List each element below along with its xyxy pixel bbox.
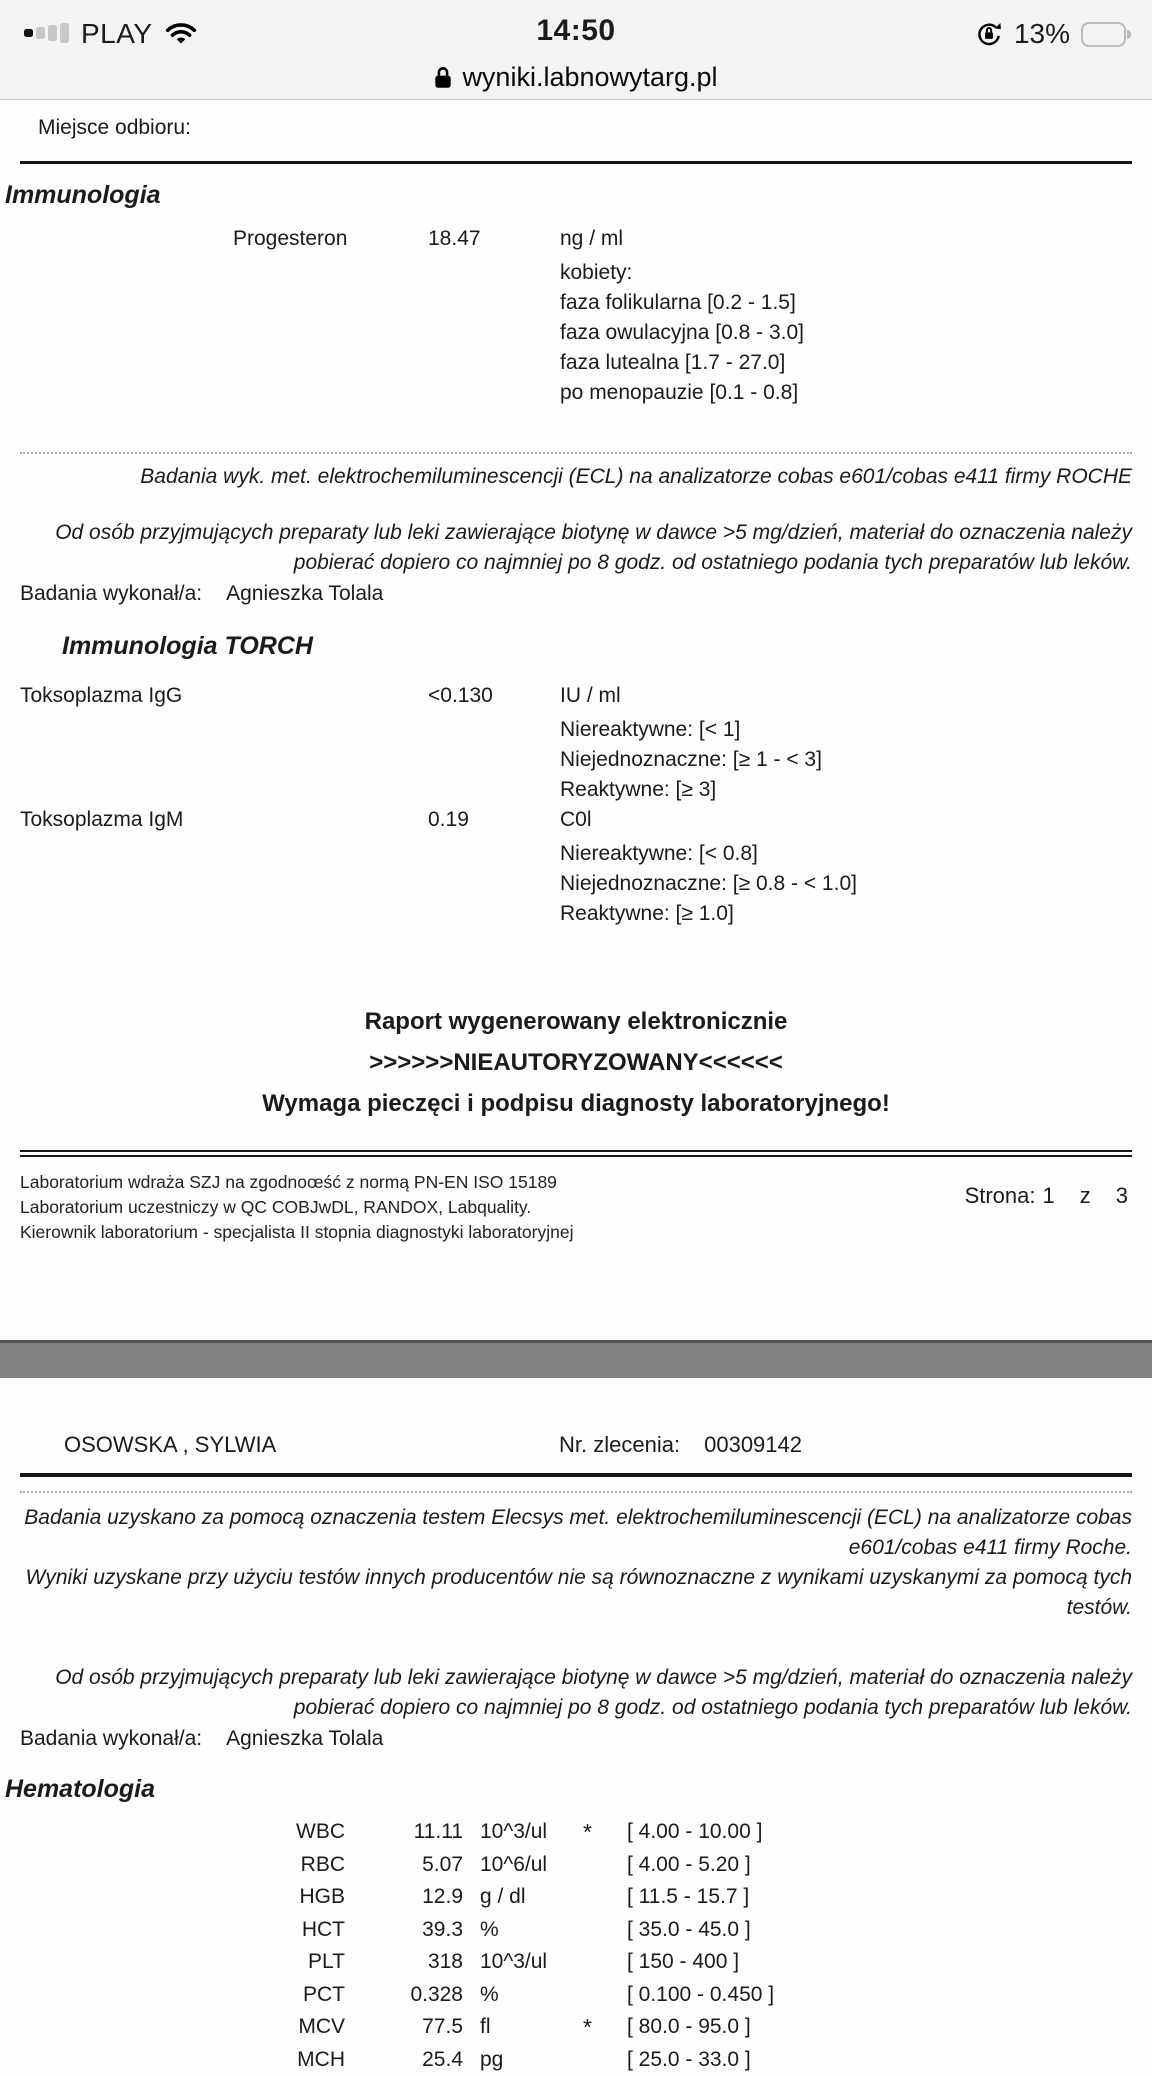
browser-chrome	[0, 0, 1152, 100]
analyte-value: 18.47	[420, 224, 560, 408]
page-label: Strona:	[965, 1183, 1036, 1245]
lab-accreditation-lines	[20, 1170, 573, 1245]
order-number-value: 00309142	[704, 1432, 802, 1458]
performed-by-label: Badania wykonał/a:	[20, 1727, 202, 1751]
reference-range: [ 0.100 - 0.450 ]	[613, 1979, 1132, 2012]
parameter-unit: 10^3/ul	[463, 1946, 563, 1979]
clock: 14:50	[0, 14, 1152, 48]
parameter-name: MCV	[20, 2011, 345, 2044]
hematology-row	[20, 1946, 1132, 1979]
abnormal-flag	[563, 2044, 613, 2076]
analyte-value: <0.130	[420, 681, 560, 805]
reference-line: Niejednoznaczne: [≥ 0.8 - < 1.0]	[560, 869, 1132, 899]
parameter-value: 25.4	[345, 2044, 463, 2076]
parameter-unit: pg	[463, 2044, 563, 2076]
analyte-name: Progesteron	[20, 224, 420, 408]
parameter-value: 0.328	[345, 1979, 463, 2012]
battery-icon	[1081, 21, 1132, 47]
header-divider	[20, 161, 1132, 164]
reference-line: Niejednoznaczne: [≥ 1 - < 3]	[560, 745, 1132, 775]
analyte-name: Toksoplazma IgG	[20, 681, 420, 805]
analyte-unit: ng / ml	[560, 224, 1132, 253]
performed-by-label: Badania wykonał/a:	[20, 582, 202, 606]
abnormal-flag	[563, 1849, 613, 1882]
reference-range: [ 25.0 - 33.0 ]	[613, 2044, 1132, 2076]
analyte-name: Toksoplazma IgM	[20, 805, 420, 929]
hematology-row	[20, 1849, 1132, 1882]
parameter-name: HCT	[20, 1914, 345, 1947]
parameter-name: MCH	[20, 2044, 345, 2076]
hematology-row	[20, 1816, 1132, 1849]
reference-range: [ 4.00 - 10.00 ]	[613, 1816, 1132, 1849]
section-title-immunologia: Immunologia	[5, 181, 1132, 210]
result-row-toksoplazma-igm	[20, 805, 1132, 929]
accreditation-line: Laboratorium uczestniczy w QC COBJwDL, RANDOX, Labquality.	[20, 1195, 573, 1220]
reference-line: Niereaktywne: [< 0.8]	[560, 839, 1132, 869]
accreditation-line: Laboratorium wdraża SZJ na zgodnoœść z normą PN-EN ISO 15189	[20, 1170, 573, 1195]
reference-range: [ 4.00 - 5.20 ]	[613, 1849, 1132, 1882]
abnormal-flag	[563, 1914, 613, 1947]
reference-range: [ 35.0 - 45.0 ]	[613, 1914, 1132, 1947]
other-manufacturers-note: Wyniki uzyskane przy użyciu testów innych producentów nie są równoznaczne z wynikami uzyskanymi za pomocą tych testów.	[20, 1563, 1132, 1623]
reference-line: po menopauzie [0.1 - 0.8]	[560, 378, 1132, 408]
pickup-location-label: Miejsce odbioru:	[38, 116, 1132, 140]
abnormal-flag: *	[563, 2011, 613, 2044]
hematology-row	[20, 1914, 1132, 1947]
page-current: 1	[1043, 1183, 1055, 1245]
parameter-value: 11.11	[345, 1816, 463, 1849]
result-row-progesteron	[20, 224, 1132, 408]
analyte-unit: C0l	[560, 805, 1132, 834]
parameter-unit: %	[463, 1914, 563, 1947]
footer-divider	[20, 1150, 1132, 1157]
page-indicator	[965, 1170, 1132, 1245]
reference-line: faza owulacyjna [0.8 - 3.0]	[560, 318, 1132, 348]
dotted-divider	[20, 1491, 1132, 1493]
address-bar[interactable]	[0, 56, 1152, 98]
elecsys-method-note: Badania uzyskano za pomocą oznaczenia testem Elecsys met. elektrochemiluminescencji (ECL) na analizatorze cobas e601/cobas e411 firmy Roche.	[20, 1503, 1132, 1563]
performed-by-row	[20, 1727, 1132, 1751]
abnormal-flag: *	[563, 1816, 613, 1849]
parameter-name: HGB	[20, 1881, 345, 1914]
analyte-value: 0.19	[420, 805, 560, 929]
reference-line: Reaktywne: [≥ 3]	[560, 775, 1132, 805]
parameter-unit: g / dl	[463, 1881, 563, 1914]
parameter-name: RBC	[20, 1849, 345, 1882]
page1-footer	[20, 1170, 1132, 1245]
reference-line: Niereaktywne: [< 1]	[560, 715, 1132, 745]
reference-line: faza lutealna [1.7 - 27.0]	[560, 348, 1132, 378]
parameter-unit: 10^3/ul	[463, 1816, 563, 1849]
hematology-row	[20, 1881, 1132, 1914]
reference-line: kobiety:	[560, 258, 1132, 288]
parameter-unit: %	[463, 1979, 563, 2012]
notice-line-electronic: Raport wygenerowany elektronicznie	[20, 1001, 1132, 1042]
order-number-label: Nr. zlecenia:	[559, 1432, 680, 1458]
patient-name: OSOWSKA , SYLWIA	[64, 1432, 276, 1458]
result-row-toksoplazma-igg	[20, 681, 1132, 805]
status-bar	[0, 0, 1152, 56]
reference-range: [ 80.0 - 95.0 ]	[613, 2011, 1132, 2044]
section-title-hematologia: Hematologia	[5, 1775, 1132, 1804]
dotted-divider	[20, 452, 1132, 454]
parameter-name: PLT	[20, 1946, 345, 1979]
rotation-lock-icon	[975, 20, 1003, 48]
performed-by-name: Agnieszka Tolala	[226, 1727, 383, 1751]
performed-by-row	[20, 582, 1132, 606]
pdf-page-separator	[0, 1340, 1152, 1378]
biotin-warning-note: Od osób przyjmujących preparaty lub leki zawierające biotynę w dawce >5 mg/dzień, materiał do oznaczenia należy pobierać dopiero co najmniej po 8 godz. od ostatniego podania tych preparatów lub leków.	[20, 1663, 1132, 1723]
page-separator: z	[1080, 1183, 1091, 1245]
biotin-warning-note: Od osób przyjmujących preparaty lub leki zawierające biotynę w dawce >5 mg/dzień, materiał do oznaczenia należy pobierać dopiero co najmniej po 8 godz. od ostatniego podania tych preparatów lub leków.	[20, 518, 1132, 578]
parameter-value: 77.5	[345, 2011, 463, 2044]
method-note: Badania wyk. met. elektrochemiluminescencji (ECL) na analizatorze cobas e601/cobas e411 firmy ROCHE	[20, 462, 1132, 492]
parameter-name: WBC	[20, 1816, 345, 1849]
parameter-unit: 10^6/ul	[463, 1849, 563, 1882]
reference-line: Reaktywne: [≥ 1.0]	[560, 899, 1132, 929]
reference-ranges	[560, 839, 1132, 929]
page-total: 3	[1116, 1183, 1128, 1245]
reference-range: [ 150 - 400 ]	[613, 1946, 1132, 1979]
hematology-table	[20, 1816, 1132, 2076]
https-lock-icon	[434, 66, 452, 89]
report-page-2	[20, 1432, 1132, 2076]
url-text: wyniki.labnowytarg.pl	[462, 62, 717, 93]
reference-line: faza folikularna [0.2 - 1.5]	[560, 288, 1132, 318]
parameter-value: 5.07	[345, 1849, 463, 1882]
parameter-value: 318	[345, 1946, 463, 1979]
carrier-label: PLAY	[81, 18, 153, 50]
reference-range: [ 11.5 - 15.7 ]	[613, 1881, 1132, 1914]
lab-report-document	[0, 116, 1152, 2076]
reference-ranges	[560, 258, 1132, 408]
hematology-row	[20, 1979, 1132, 2012]
hematology-row	[20, 2044, 1132, 2076]
abnormal-flag	[563, 1881, 613, 1914]
notice-line-signature: Wymaga pieczęci i podpisu diagnosty laboratoryjnego!	[20, 1083, 1132, 1124]
parameter-value: 39.3	[345, 1914, 463, 1947]
patient-header-row	[64, 1432, 1132, 1458]
hematology-row	[20, 2011, 1132, 2044]
parameter-unit: fl	[463, 2011, 563, 2044]
parameter-name: PCT	[20, 1979, 345, 2012]
reference-ranges	[560, 715, 1132, 805]
report-notice	[20, 1001, 1132, 1124]
performed-by-name: Agnieszka Tolala	[226, 582, 383, 606]
accreditation-line: Kierownik laboratorium - specjalista II stopnia diagnostyki laboratoryjnej	[20, 1220, 573, 1245]
analyte-unit: IU / ml	[560, 681, 1132, 710]
battery-percent-label: 13%	[1014, 18, 1070, 50]
abnormal-flag	[563, 1946, 613, 1979]
parameter-value: 12.9	[345, 1881, 463, 1914]
abnormal-flag	[563, 1979, 613, 2012]
patient-header-divider	[20, 1473, 1132, 1477]
section-title-torch: Immunologia TORCH	[62, 632, 1132, 661]
notice-line-unauthorized: >>>>>>NIEAUTORYZOWANY<<<<<<	[20, 1042, 1132, 1083]
